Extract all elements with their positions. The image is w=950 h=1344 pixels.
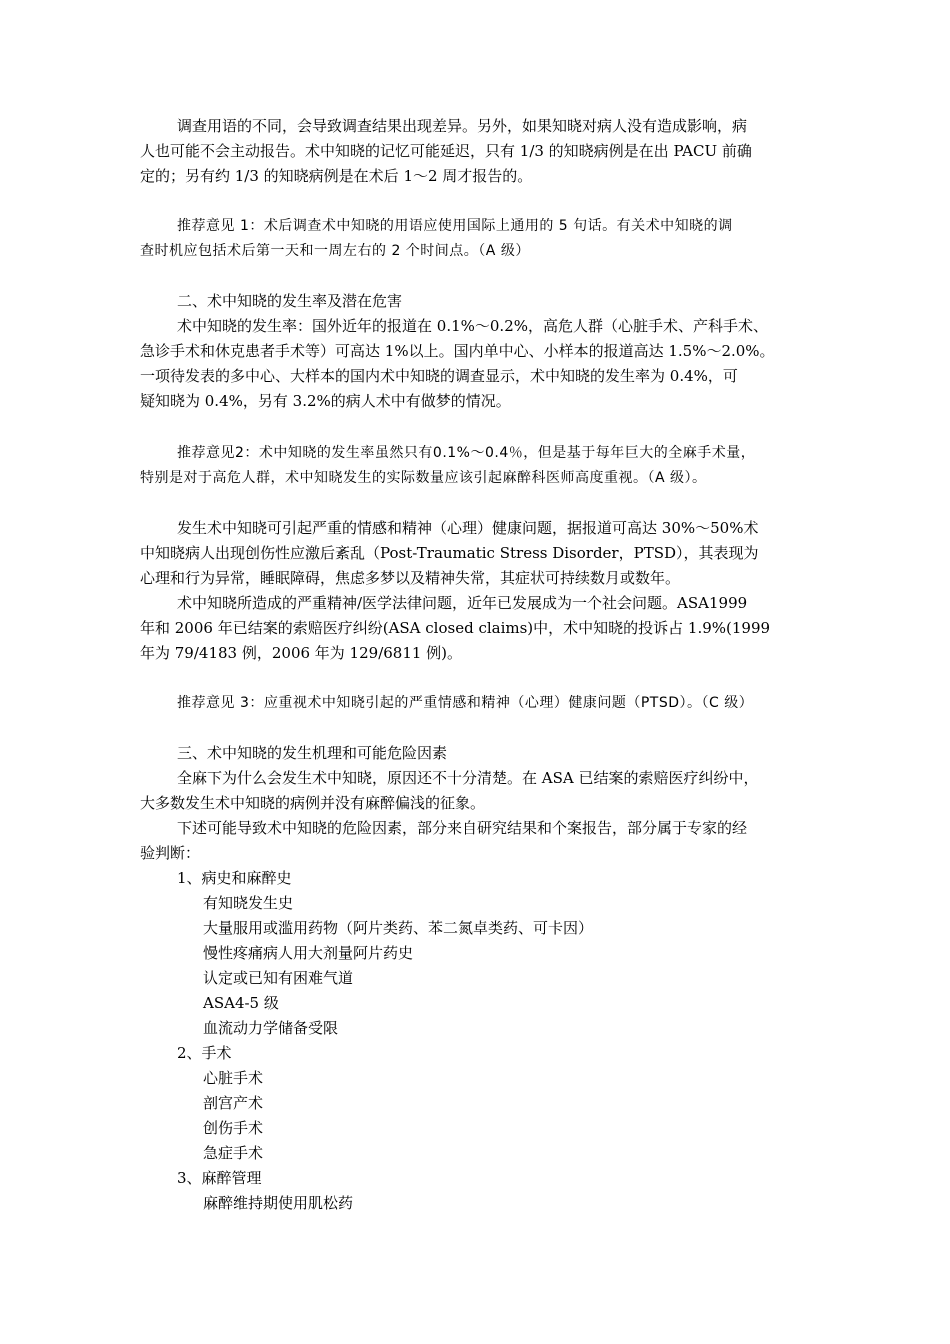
body-line: 术中知晓的发生率：国外近年的报道在 0.1%～0.2%，高危人群（心脏手术、产科手术、 <box>177 317 768 335</box>
body-line: 人也可能不会主动报告。术中知晓的记忆可能延迟，只有 1/3 的知晓病例是在出 PACU 前确 <box>140 142 752 160</box>
body-line: 大多数发生术中知晓的病例并没有麻醉偏浅的征象。 <box>140 794 486 812</box>
recommendation-line: 推荐意见 3：应重视术中知晓引起的严重情感和精神（心理）健康问题（PTSD）。（C 级） <box>177 695 754 711</box>
list-heading: 2、手术 <box>177 1044 232 1062</box>
body-line: 年和 2006 年已结案的索赔医疗纠纷(ASA closed claims)中，术中知晓的投诉占 1.9%(1999 <box>140 619 771 637</box>
body-line: 心理和行为异常，睡眠障碍，焦虑多梦以及精神失常，其症状可持续数月或数年。 <box>140 569 681 587</box>
body-line: 全麻下为什么会发生术中知晓，原因还不十分清楚。在 ASA 已结案的索赔医疗纠纷中， <box>177 769 759 787</box>
body-line: 发生术中知晓可引起严重的情感和精神（心理）健康问题，据报道可高达 30%～50%术 <box>177 519 759 537</box>
body-line: 调查用语的不同，会导致调查结果出现差异。另外，如果知晓对病人没有造成影响，病 <box>177 117 748 135</box>
list-item: 慢性疼痛病人用大剂量阿片药史 <box>203 944 414 962</box>
list-item: ASA4-5 级 <box>203 994 279 1012</box>
recommendation-line: 推荐意见 1：术后调查术中知晓的用语应使用国际上通用的 5 句话。有关术中知晓的调 <box>177 218 733 234</box>
list-item: 急症手术 <box>203 1144 264 1162</box>
list-item: 血流动力学储备受限 <box>203 1019 339 1037</box>
body-line: 一项待发表的多中心、大样本的国内术中知晓的调查显示，术中知晓的发生率为 0.4%，可 <box>140 367 738 385</box>
body-line: 验判断： <box>140 844 201 862</box>
body-line: 疑知晓为 0.4%，另有 3.2%的病人术中有做梦的情况。 <box>140 392 511 410</box>
body-line: 下述可能导致术中知晓的危险因素，部分来自研究结果和个案报告，部分属于专家的经 <box>177 819 748 837</box>
recommendation-line: 查时机应包括术后第一天和一周左右的 2 个时间点。（A 级） <box>140 243 530 259</box>
recommendation-line: 推荐意见2：术中知晓的发生率虽然只有0.1%～0.4％，但是基于每年巨大的全麻手术量， <box>177 445 756 461</box>
list-item: 麻醉维持期使用肌松药 <box>203 1194 354 1212</box>
body-line: 急诊手术和休克患者手术等）可高达 1%以上。国内单中心、小样本的报道高达 1.5%～2.0%。 <box>140 342 775 360</box>
section-heading: 三、术中知晓的发生机理和可能危险因素 <box>177 744 448 762</box>
list-item: 创伤手术 <box>203 1119 264 1137</box>
list-item: 剖宫产术 <box>203 1094 264 1112</box>
body-line: 年为 79/4183 例，2006 年为 129/6811 例)。 <box>140 644 463 662</box>
list-heading: 1、病史和麻醉史 <box>177 869 292 887</box>
section-heading: 二、术中知晓的发生率及潜在危害 <box>177 292 403 310</box>
list-item: 大量服用或滥用药物（阿片类药、苯二氮卓类药、可卡因） <box>203 919 594 937</box>
body-line: 中知晓病人出现创伤性应激后紊乱（Post-Traumatic Stress Disorder，PTSD），其表现为 <box>140 544 759 562</box>
list-heading: 3、麻醉管理 <box>177 1169 262 1187</box>
recommendation-line: 特别是对于高危人群，术中知晓发生的实际数量应该引起麻醉科医师高度重视。（A 级）。 <box>140 470 707 486</box>
list-item: 认定或已知有困难气道 <box>203 969 354 987</box>
body-line: 定的；另有约 1/3 的知晓病例是在术后 1～2 周才报告的。 <box>140 167 533 185</box>
list-item: 心脏手术 <box>203 1069 264 1087</box>
body-line: 术中知晓所造成的严重精神/医学法律问题，近年已发展成为一个社会问题。ASA1999 <box>177 594 748 612</box>
list-item: 有知晓发生史 <box>203 894 294 912</box>
